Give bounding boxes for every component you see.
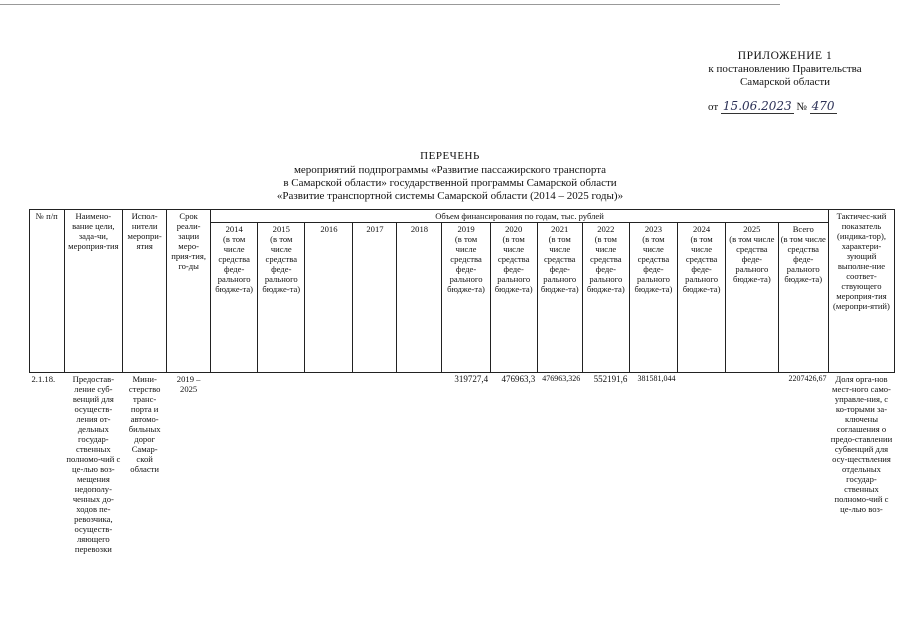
year-note: (в том числе средства феде-рального бюдже-та): [586, 234, 625, 294]
year-label: 2016: [320, 224, 338, 234]
year-label: 2020: [505, 224, 523, 234]
row-value-2015: [258, 373, 305, 556]
appendix-title: ПРИЛОЖЕНИЕ 1: [737, 50, 833, 62]
year-note: (в том числе средства феде-рального бюдже-та): [729, 234, 775, 284]
header-year-2024: [678, 223, 726, 373]
title-line3: «Развитие транспортной системы Самарской области (2014 – 2025 годы)»: [276, 190, 624, 202]
document-title: [260, 150, 640, 203]
year-label: 2025: [743, 224, 761, 234]
header-period: Срок реали-зации меро-прия-тия, го-ды: [167, 210, 211, 373]
appendix-date-line: [708, 100, 898, 114]
title-line1: мероприятий подпрограммы «Развитие пассажирского транспорта: [293, 164, 607, 176]
year-note: (в том числе средства феде-рального бюдже-та): [780, 234, 826, 284]
year-note: (в том числе средства феде-рального бюдже-та): [494, 234, 533, 294]
header-year-2023: [629, 223, 677, 373]
title-head: ПЕРЕЧЕНЬ: [420, 150, 480, 162]
header-num: № п/п: [30, 210, 65, 373]
year-label: 2018: [410, 224, 429, 234]
header-indicator: Тактичес-кий показатель (индика-тор), характери-зующий выполне-ние соответ-ствующего мероприя-тия (меропри-ятий): [828, 210, 894, 373]
header-executors: Испол-нители меропри-ятия: [123, 210, 167, 373]
year-label: 2015: [272, 224, 290, 234]
table-row: [30, 373, 895, 556]
row-value-2023: 381581,044: [637, 374, 676, 383]
year-note: (в том числе средства феде-рального бюдже-та): [215, 234, 254, 294]
row-period: 2019 – 2025: [176, 374, 201, 394]
year-label: 2021: [551, 224, 569, 234]
row-value-total: 2207426,67: [788, 374, 827, 383]
row-num: 2.1.18.: [31, 374, 56, 384]
row-name: Предостав-ление суб-венций для осуществ-ления от-дельных государ-ственных полномо-чий с це-лью воз-мещения недополу-ченных до-ходов пе-ревозчика, осуществ-ляющего перевозки: [66, 374, 121, 554]
row-value-2014: [211, 373, 258, 556]
number-value: 470: [811, 99, 835, 113]
header-year-2020: [490, 223, 537, 373]
header-row-1: [30, 210, 895, 223]
appendix-line2: к постановлению Правительства: [708, 63, 862, 75]
number-prefix: №: [796, 101, 807, 113]
financing-table: [29, 209, 895, 555]
row-indicator: Доля орга-нов мест-ного само-управле-ния, с ко-торыми за-ключены соглашения о предо-ставлении субвенций для осу-ществления отдельных государ-ственных полномо-чий с це-лью воз-: [830, 374, 893, 514]
scan-edge-line: [0, 4, 780, 6]
date-value: 15.06.2023: [722, 99, 792, 113]
row-value-2018: [397, 373, 442, 556]
row-value-2017: [353, 373, 397, 556]
header-year-2018: [397, 223, 442, 373]
title-line2: в Самарской области» государственной программы Самарской области: [283, 177, 617, 189]
row-value-2020: 476963,3: [501, 374, 536, 384]
row-value-2019: 319727,4: [454, 374, 489, 384]
year-note: (в том числе средства феде-рального бюдже-та): [540, 234, 579, 294]
year-label: Всего: [792, 224, 814, 234]
row-value-2016: [305, 373, 353, 556]
header-year-2017: [353, 223, 397, 373]
year-label: 2023: [644, 224, 663, 234]
year-label: 2014: [225, 224, 243, 234]
header-year-2025: [726, 223, 778, 373]
appendix-block: [690, 50, 880, 113]
year-note: (в том числе средства феде-рального бюдже-та): [634, 234, 673, 294]
header-year-2022: [582, 223, 629, 373]
year-label: 2019: [457, 224, 475, 234]
header-year-2015: [258, 223, 305, 373]
year-note: (в том числе средства феде-рального бюдже-та): [262, 234, 301, 294]
row-value-2024: [678, 373, 726, 556]
year-label: 2024: [693, 224, 711, 234]
row-value-2021: 476963,326: [542, 374, 581, 383]
header-year-2016: [305, 223, 353, 373]
year-note: (в том числе средства феде-рального бюдже-та): [447, 234, 485, 294]
appendix-line3: Самарской области: [739, 76, 831, 88]
header-year-2021: [537, 223, 582, 373]
header-year-2014: [211, 223, 258, 373]
date-prefix: от: [708, 101, 719, 113]
header-funding-group: Объем финансирования по годам, тыс. рублей: [211, 210, 829, 223]
header-total: [778, 223, 828, 373]
row-value-2022: 552191,6: [593, 374, 628, 384]
year-note: (в том числе средства феде-рального бюдже-та): [682, 234, 721, 294]
year-label: 2017: [366, 224, 384, 234]
row-value-2025: [726, 373, 778, 556]
header-year-2019: [442, 223, 490, 373]
year-label: 2022: [597, 224, 615, 234]
row-executors: Мини-стерство транс-порта и автомо-бильных дорог Самар-ской области: [128, 374, 161, 474]
header-name: Наимено-вание цели, зада-чи, мероприя-тия: [64, 210, 123, 373]
